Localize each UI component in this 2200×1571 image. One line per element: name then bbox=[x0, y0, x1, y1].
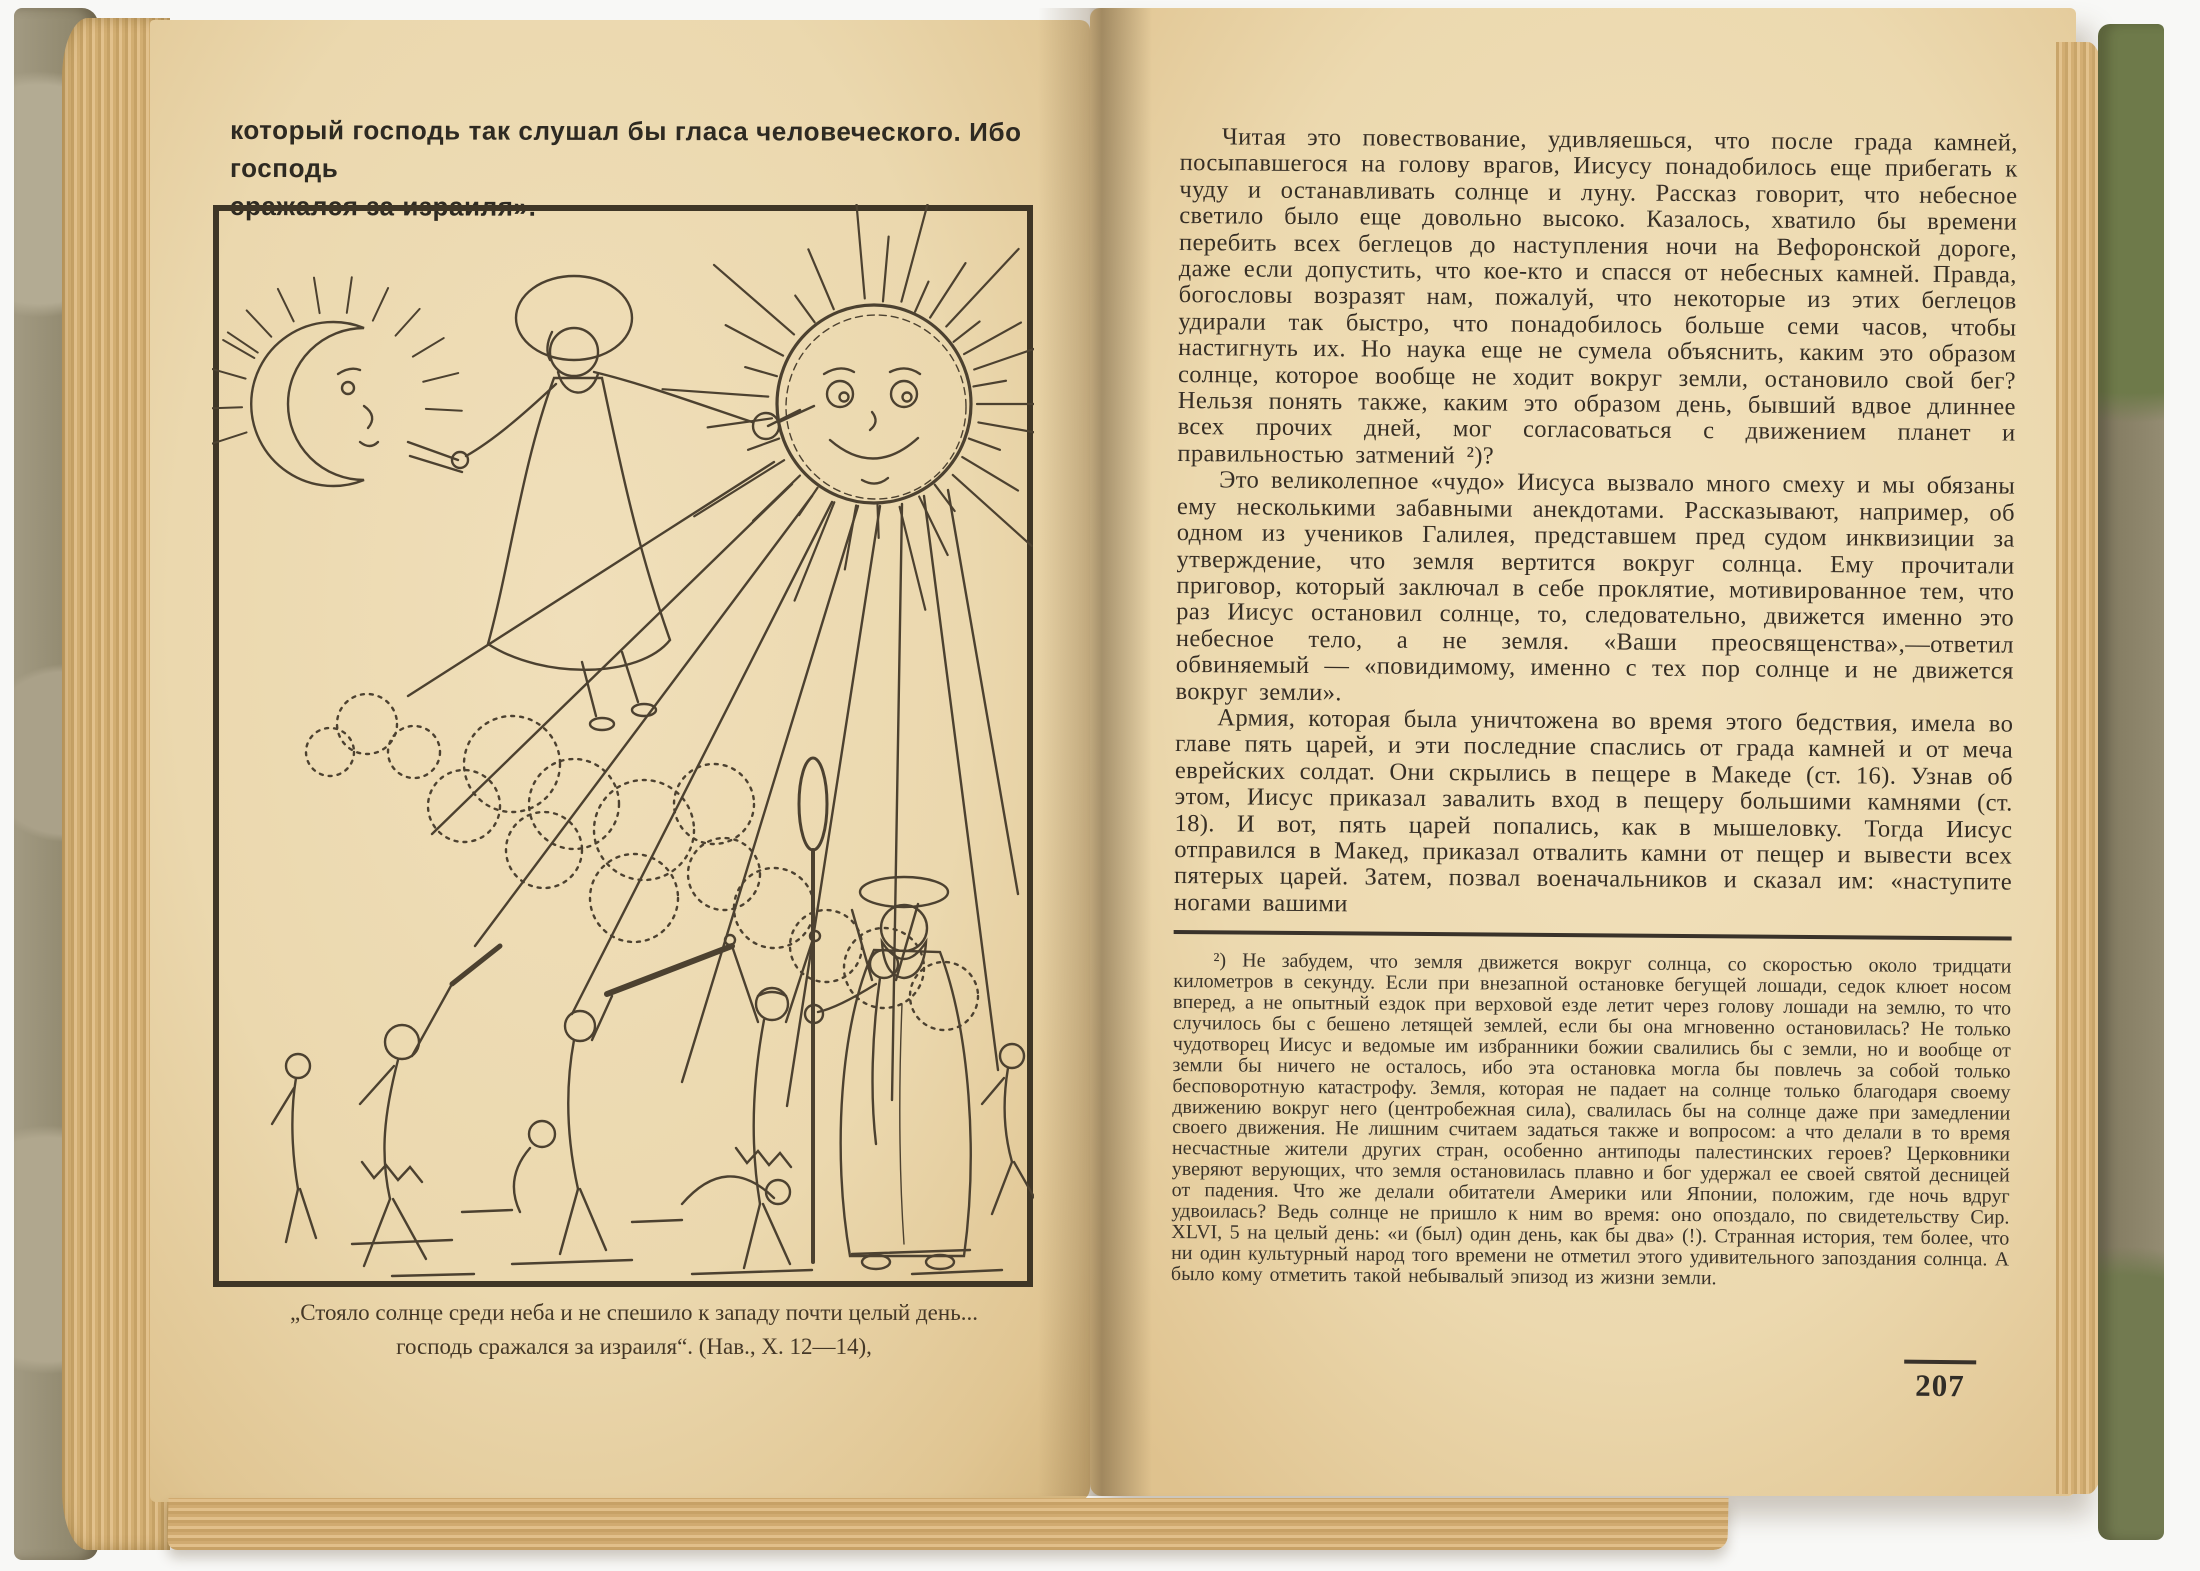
page-number-rule bbox=[1904, 1360, 1976, 1365]
long-sun-rays bbox=[408, 462, 1018, 1106]
haloed-joshua-figure-icon bbox=[799, 758, 971, 1269]
header-line: который господь так слушал бы гласа человеческого. Ибо господь bbox=[229, 114, 1022, 184]
footnote-divider bbox=[1174, 930, 2012, 941]
caption-line: господь сражался за израиля“. (Нав., X. 12—14), bbox=[396, 1334, 872, 1359]
sun-face-icon bbox=[663, 204, 1034, 610]
page-number: 207 bbox=[1915, 1367, 1965, 1404]
body-paragraph: Это великолепное «чудо» Иисуса вызвало много смеху и мы обязаны ему несколькими забавными анекдотами. Рассказывают, например, об одном из учеников Галилея, представшем пред судом инквизиции за утверждение, что земля вертится вокруг солнца. Ему прочитали приговор, который заключал в себе проклятие, мотивированное тем, что раз Иисус остановил солнце, то, следовательно, движется именно это небесное тело, а не земля. «Ваши преосвященства»,—ответил обвиняемый — «повидимому, именно с тех пор солнце и не движется вокруг земли». bbox=[1175, 466, 2016, 706]
engraving-joshua-stops-the-sun bbox=[212, 204, 1034, 1288]
page-stack-bottom-edge bbox=[167, 1498, 1728, 1550]
battle-crowd-icon bbox=[272, 904, 1034, 1268]
book-gutter-shadow bbox=[1038, 8, 1152, 1496]
caption-line: „Стояло солнце среди неба и не спешило к западу почти целый день... bbox=[290, 1300, 978, 1325]
body-paragraph: Армия, которая была уничтожена во время этого бедствия, имела во главе пять царей, и эти последние спаслись от града камней и от меча еврейских солдат. Они скрылись в пещере в Македе (ст. 16). Узнав об этом, Иисус приказал завалить вход в пещеру большими камнями (ст. 18). И вот, пять царей попались, как в мышеловку. Тогда Иисус отправился в Макед, приказал отвалить камни от пещер и вывести всех пятерых царей. Затем, позвал военачальников и сказал им: «наступите ногами вашими bbox=[1173, 704, 2014, 918]
footnote-text: ²) Не забудем, что земля движется вокруг солнца, со скоростью около тридцати километров в секунду. Если при внезапной остановке бегущей лошади, седок клюет носом вперед, а не опытный ездок при верховой езде летит через голову лошади на землю, то что случилось бы с бешено летящей землей, если бы она мгновенно остановилась? Не только чудотворец Иисус и ведомые им избранники божии свалились бы с земли, но и вообще от земли бы ничего не осталось, ибо эта остановка могла бы повлечь за собой только бесповоротную катастрофу. Земля, которая не падает на солнце только благодаря своему движению вокруг него (центробежная сила), свалилась бы на солнце даже при замедлении своего движения. Не лишним считаем задаться также и вопросом: а что делали в то время несчастные жители других стран, особенно антиподы палестинских героев? Церковники уверяют верующих, что земля остановилась плавно и бог удержал ее своей святой десницей от падения. Что же делали обитатели Америки или Японии, положим, где ночь вдруг удвоилась? Ведь солнце не пришло к ним во время: оно опоздало, по свидетельству Сир. XLVI, 5 на целый день: «и (был) один день, как бы два» (!). Странная история, тем более, что ни один культурный народ того времени не отметил этого удивительного запоздания солнца. А было кому отметить такой небывалый эпизод из жизни земли. bbox=[1170, 949, 2012, 1290]
right-page-text-column bbox=[1171, 124, 2018, 1291]
body-paragraphs bbox=[1174, 124, 2018, 923]
sun-rays bbox=[663, 204, 1034, 610]
header-line: сражался за израиля». bbox=[229, 190, 537, 222]
book-cover-right-edge bbox=[2098, 24, 2164, 1540]
engraving-caption bbox=[238, 1296, 1030, 1364]
body-paragraph: Читая это повествование, удивляешься, что после града камней, посыпавшегося на голову врагов, Иисусу понадобилось еще прибегать к чуду и останавливать солнце и луну. Рассказ говорит, что небесное светило было еще довольно высоко. Казалось, хватило бы времени перебить всех беглецов до наступления ночи на Вефоронской дороге, даже если допустить, что кое-кто и спасся от небесных камней. Правда, богословы возразят нам, пожалуй, что некоторые из этих беглецов удирали так быстро, что понадобилось больше семи часов, чтобы настигнуть их. Но наука еще не сумела объяснить, каким это образом солнце, которое вообще не ходит вокруг земли, остановило свой бег? Нельзя понять также, каким это образом день, бывший вдвое длиннее всех прочих дней, мог согласоваться с движением планет и правильностью затмений ²)? bbox=[1177, 123, 2018, 470]
crescent-moon-face-icon bbox=[212, 277, 462, 486]
page-number-block bbox=[1900, 1360, 1980, 1404]
